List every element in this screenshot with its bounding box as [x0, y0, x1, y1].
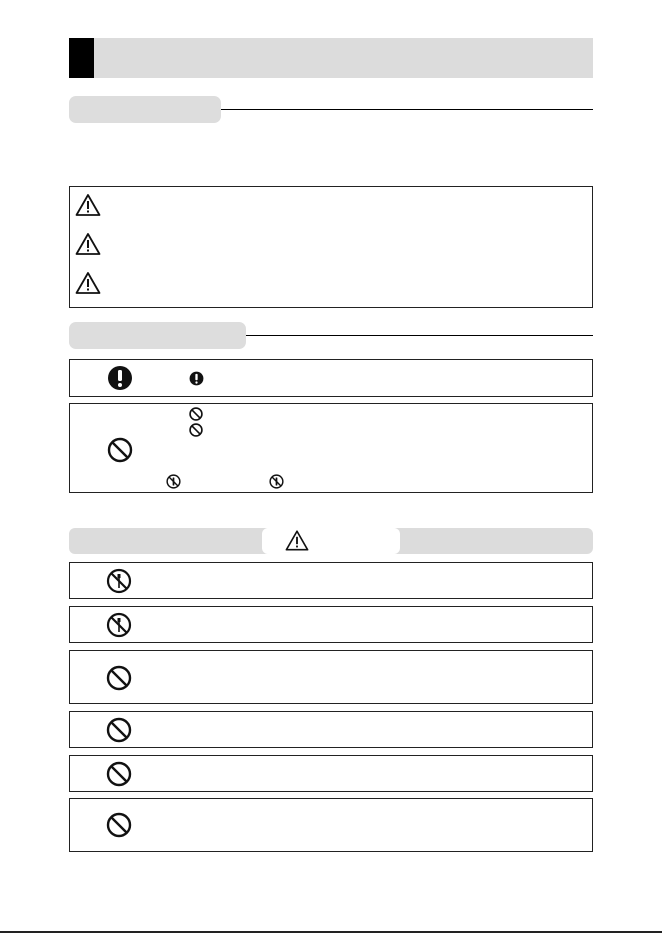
prohibition-icon — [107, 437, 133, 463]
title-black-tab — [69, 38, 94, 78]
exclamation-circle-small-icon — [189, 371, 204, 386]
warning-triangle-icon — [75, 271, 101, 295]
warning-divider-bar — [69, 528, 593, 554]
warning-item-2 — [69, 606, 593, 643]
warning-divider-label-box — [262, 528, 400, 554]
prohibition-icon — [106, 665, 132, 691]
no-disassembly-small-icon — [269, 474, 284, 489]
mandatory-symbol-box — [69, 359, 593, 397]
section-rule-1 — [221, 109, 593, 110]
hazard-legend-box — [69, 186, 593, 308]
prohibition-small-icon — [189, 423, 203, 437]
warning-triangle-icon — [285, 529, 309, 552]
prohibition-small-icon — [189, 407, 203, 421]
exclamation-circle-icon — [107, 365, 133, 391]
warning-item-6 — [69, 798, 593, 852]
section-rule-2 — [246, 335, 593, 336]
warning-item-5 — [69, 755, 593, 792]
no-disassembly-icon — [106, 612, 132, 638]
prohibition-icon — [106, 812, 132, 838]
prohibition-symbol-box — [69, 403, 593, 493]
warning-triangle-icon — [75, 193, 101, 217]
no-disassembly-small-icon — [166, 474, 181, 489]
warning-item-4 — [69, 711, 593, 748]
warning-triangle-icon — [75, 232, 101, 256]
warning-item-1 — [69, 562, 593, 599]
page-title-bar — [69, 38, 593, 78]
prohibition-icon — [106, 717, 132, 743]
section-label-pill-1 — [69, 96, 221, 123]
section-label-pill-2 — [69, 322, 246, 349]
warning-item-3 — [69, 650, 593, 704]
no-disassembly-icon — [106, 568, 132, 594]
prohibition-icon — [106, 761, 132, 787]
